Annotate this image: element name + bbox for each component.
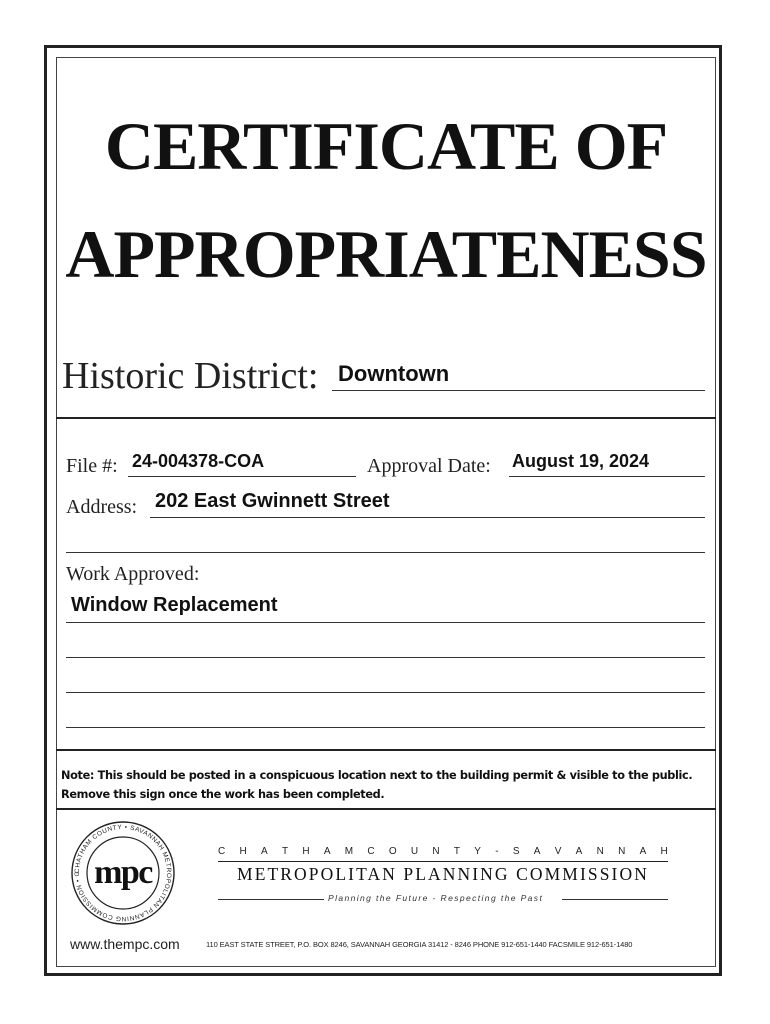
historic-district-line (332, 390, 705, 391)
address-line-2 (66, 552, 705, 553)
approval-date-line (509, 476, 705, 477)
county-line-letter: M (344, 846, 354, 857)
county-line (218, 846, 668, 857)
county-line-letter: V (554, 846, 562, 857)
county-underline (218, 861, 668, 862)
county-line-letter: H (239, 846, 247, 857)
county-line-letter: S (512, 846, 520, 857)
file-number-label: File #: (66, 455, 118, 477)
approval-date-label: Approval Date: (367, 455, 491, 477)
posting-note-line2: Remove this sign once the work has been completed. (61, 788, 385, 801)
section-divider-footer (56, 808, 716, 810)
tagline-rule-left (218, 899, 324, 900)
county-line-letter: T (453, 846, 461, 857)
work-approved-line-3 (66, 692, 705, 693)
file-number-value: 24-004378-COA (132, 451, 265, 471)
county-line-letter: T (281, 846, 289, 857)
tagline: Planning the Future - Respecting the Past (328, 893, 544, 903)
website-link[interactable]: www.thempc.com (70, 936, 180, 952)
county-line-letter: O (388, 846, 397, 857)
certificate-title-line1: CERTIFICATE OF (104, 108, 668, 184)
commission-name: METROPOLITAN PLANNING COMMISSION (237, 864, 649, 884)
address-line (150, 517, 705, 518)
tagline-rule-right (562, 899, 668, 900)
county-line-letter: A (533, 846, 541, 857)
section-divider-note (56, 749, 716, 751)
county-line-letter: A (323, 846, 331, 857)
county-line-letter: H (302, 846, 310, 857)
seal-ring-text: CHATHAM COUNTY • SAVANNAH METROPOLITAN PLANNING COMMISSION • G (73, 823, 173, 923)
historic-district-label: Historic District: (62, 355, 319, 397)
file-number-line (128, 476, 356, 477)
work-approved-line-2 (66, 657, 705, 658)
work-approved-line-4 (66, 727, 705, 728)
work-approved-value: Window Replacement (71, 594, 278, 616)
county-line-letter: A (575, 846, 583, 857)
address-label: Address: (66, 496, 138, 518)
approval-date-value: August 19, 2024 (512, 451, 650, 471)
county-line-letter: H (660, 846, 668, 857)
county-line-letter: C (218, 846, 226, 857)
county-line-letter: N (432, 846, 440, 857)
mpc-seal-logo (70, 820, 176, 926)
county-line-letter: A (261, 846, 268, 857)
county-line-letter: - (495, 846, 499, 857)
county-line-letter: N (596, 846, 604, 857)
historic-district-value: Downtown (338, 361, 450, 386)
posting-note (61, 766, 721, 804)
address-value: 202 East Gwinnett Street (155, 490, 390, 512)
county-line-letter: U (410, 846, 419, 857)
posting-note-line1: Note: This should be posted in a conspicuous location next to the building permit & visible to the public. (61, 769, 693, 782)
county-line-letter: Y (474, 846, 481, 857)
commission-address: 110 EAST STATE STREET, P.O. BOX 8246, SAVANNAH GEORGIA 31412 - 8246 PHONE 912-651-1440 FACSMILE 912-651-1480 (206, 940, 633, 949)
county-line-letter: N (618, 846, 626, 857)
county-line-letter: A (639, 846, 647, 857)
certificate-title-line2: APPROPRIATENESS (65, 216, 707, 292)
county-line-letter: C (367, 846, 375, 857)
work-approved-line-1 (66, 622, 705, 623)
work-approved-label: Work Approved: (66, 563, 200, 585)
seal-mpc-text: mpc (94, 854, 152, 891)
section-divider-top (56, 417, 716, 419)
